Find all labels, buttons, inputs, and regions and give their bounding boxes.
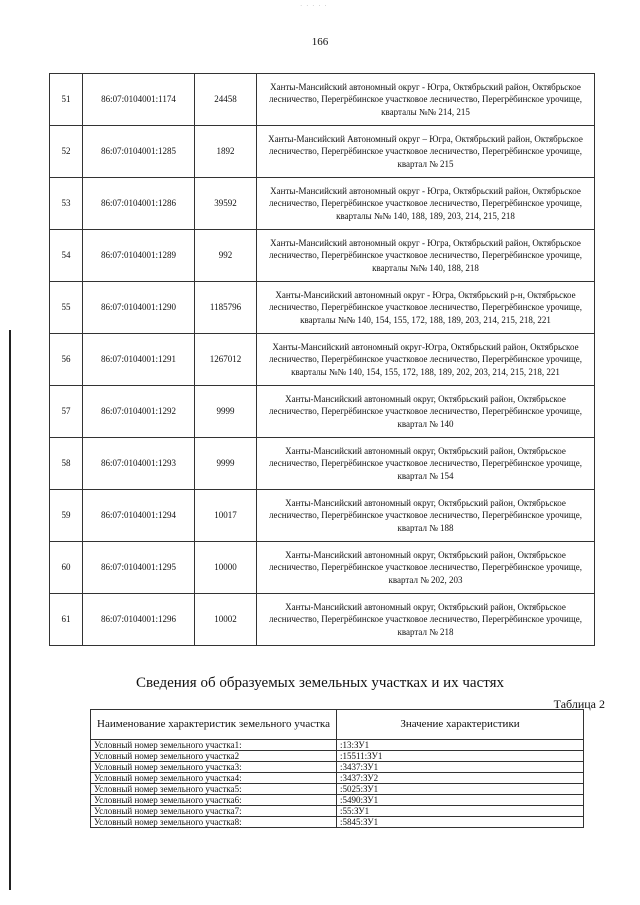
row-number-cell: 52 xyxy=(50,126,83,178)
characteristic-value-cell: :5490:ЗУ1 xyxy=(337,795,584,806)
row-number-cell: 57 xyxy=(50,386,83,438)
table-label: Таблица 2 xyxy=(553,697,605,711)
section-title: Сведения об образуемых земельных участках и их частях xyxy=(136,675,504,691)
cadastral-number-cell: 86:07:0104001:1290 xyxy=(83,282,195,334)
row-number-cell: 54 xyxy=(50,230,83,282)
table-row xyxy=(50,594,595,646)
characteristic-value-cell: :3437:ЗУ2 xyxy=(337,773,584,784)
row-number-cell: 61 xyxy=(50,594,83,646)
cadastral-number-cell: 86:07:0104001:1295 xyxy=(83,542,195,594)
characteristic-value-cell: :55:ЗУ1 xyxy=(337,806,584,817)
characteristics-table-body xyxy=(91,740,584,828)
location-cell: Ханты-Мансийский автономный округ - Югра, Октябрьский район, Октябрьское лесничество, Перегрёбинское участковое лесничество, Перегрёбинское урочище, кварталы №№ 140, 188, 218 xyxy=(257,230,595,282)
location-cell: Ханты-Мансийский автономный округ-Югра, Октябрьский район, Октябрьское лесничество, Перегрёбинское участковое лесничество, Перегрёбинское урочище, кварталы №№ 140, 154, 155, 172, 188, 189, 202, 203, 214, 215, 218, 221 xyxy=(257,334,595,386)
characteristic-value-cell: :5025:ЗУ1 xyxy=(337,784,584,795)
cadastral-number-cell: 86:07:0104001:1296 xyxy=(83,594,195,646)
table-row xyxy=(91,762,584,773)
area-cell: 1185796 xyxy=(195,282,257,334)
area-cell: 10002 xyxy=(195,594,257,646)
cadastral-number-cell: 86:07:0104001:1294 xyxy=(83,490,195,542)
table-row xyxy=(50,282,595,334)
table-row xyxy=(91,784,584,795)
row-number-cell: 60 xyxy=(50,542,83,594)
scan-margin-line xyxy=(9,330,11,890)
cadastral-number-cell: 86:07:0104001:1289 xyxy=(83,230,195,282)
location-cell: Ханты-Мансийский Автономный округ – Югра, Октябрьский район, Октябрьское лесничество, Перегрёбинское участковое лесничество, Перегрёбинское урочище, квартал № 215 xyxy=(257,126,595,178)
location-cell: Ханты-Мансийский автономный округ, Октябрьский район, Октябрьское лесничество, Перегрёбинское участковое лесничество, Перегрёбинское урочище, квартал № 202, 203 xyxy=(257,542,595,594)
characteristic-value-cell: :13:ЗУ1 xyxy=(337,740,584,751)
table-row xyxy=(50,490,595,542)
land-plots-table xyxy=(49,73,595,646)
characteristics-table xyxy=(90,709,584,828)
characteristic-name-cell: Условный номер земельного участка7: xyxy=(91,806,337,817)
location-cell: Ханты-Мансийский автономный округ, Октябрьский район, Октябрьское лесничество, Перегрёбинское участковое лесничество, Перегрёбинское урочище, квартал № 218 xyxy=(257,594,595,646)
cadastral-number-cell: 86:07:0104001:1292 xyxy=(83,386,195,438)
characteristic-name-cell: Условный номер земельного участка4: xyxy=(91,773,337,784)
area-cell: 1267012 xyxy=(195,334,257,386)
table-row xyxy=(50,126,595,178)
characteristic-name-cell: Условный номер земельного участка1: xyxy=(91,740,337,751)
row-number-cell: 59 xyxy=(50,490,83,542)
characteristic-value-cell: :3437:ЗУ1 xyxy=(337,762,584,773)
table-row xyxy=(91,817,584,828)
characteristic-name-cell: Условный номер земельного участка8: xyxy=(91,817,337,828)
location-cell: Ханты-Мансийский автономный округ - Югра, Октябрьский р-н, Октябрьское лесничество, Перегрёбинское участковое лесничество, Перегрёбинское урочище, кварталы №№ 140, 154, 155, 172, 188, 189, 203, 214, 215, 218, 221 xyxy=(257,282,595,334)
row-number-cell: 58 xyxy=(50,438,83,490)
location-cell: Ханты-Мансийский автономный округ, Октябрьский район, Октябрьское лесничество, Перегрёбинское участковое лесничество, Перегрёбинское урочище, квартал № 154 xyxy=(257,438,595,490)
area-cell: 1892 xyxy=(195,126,257,178)
area-cell: 992 xyxy=(195,230,257,282)
characteristic-name-cell: Условный номер земельного участка2 xyxy=(91,751,337,762)
area-cell: 24458 xyxy=(195,74,257,126)
page-number: 166 xyxy=(311,36,329,48)
characteristic-name-cell: Условный номер земельного участка3: xyxy=(91,762,337,773)
row-number-cell: 56 xyxy=(50,334,83,386)
table-row xyxy=(91,740,584,751)
characteristic-name-cell: Условный номер земельного участка5: xyxy=(91,784,337,795)
location-cell: Ханты-Мансийский автономный округ, Октябрьский район, Октябрьское лесничество, Перегрёбинское участковое лесничество, Перегрёбинское урочище, квартал № 140 xyxy=(257,386,595,438)
header-characteristic-value: Значение характеристики xyxy=(337,710,584,740)
row-number-cell: 51 xyxy=(50,74,83,126)
cadastral-number-cell: 86:07:0104001:1285 xyxy=(83,126,195,178)
land-plots-table-body xyxy=(50,74,595,646)
table-row xyxy=(91,751,584,762)
characteristic-name-cell: Условный номер земельного участка6: xyxy=(91,795,337,806)
area-cell: 9999 xyxy=(195,438,257,490)
table-row xyxy=(91,795,584,806)
cadastral-number-cell: 86:07:0104001:1293 xyxy=(83,438,195,490)
table-row xyxy=(50,74,595,126)
table-row xyxy=(50,178,595,230)
table-row xyxy=(50,438,595,490)
location-cell: Ханты-Мансийский автономный округ - Югра, Октябрьский район, Октябрьское лесничество, Перегрёбинское участковое лесничество, Перегрёбинское урочище, кварталы №№ 214, 215 xyxy=(257,74,595,126)
cadastral-number-cell: 86:07:0104001:1174 xyxy=(83,74,195,126)
table-header-row xyxy=(91,710,584,740)
area-cell: 9999 xyxy=(195,386,257,438)
scan-artifact: · · · · · xyxy=(300,2,328,10)
table-row xyxy=(91,806,584,817)
table-row xyxy=(50,334,595,386)
cadastral-number-cell: 86:07:0104001:1286 xyxy=(83,178,195,230)
location-cell: Ханты-Мансийский автономный округ - Югра, Октябрьский район, Октябрьское лесничество, Перегрёбинское участковое лесничество, Перегрёбинское урочище, кварталы №№ 140, 188, 189, 203, 214, 215, 218 xyxy=(257,178,595,230)
table-row xyxy=(50,386,595,438)
header-characteristic-name: Наименование характеристик земельного участка xyxy=(91,710,337,740)
location-cell: Ханты-Мансийский автономный округ, Октябрьский район, Октябрьское лесничество, Перегрёбинское участковое лесничество, Перегрёбинское урочище, квартал № 188 xyxy=(257,490,595,542)
table-row xyxy=(91,773,584,784)
area-cell: 10017 xyxy=(195,490,257,542)
characteristic-value-cell: :5845:ЗУ1 xyxy=(337,817,584,828)
area-cell: 10000 xyxy=(195,542,257,594)
characteristic-value-cell: :15511:ЗУ1 xyxy=(337,751,584,762)
table-row xyxy=(50,230,595,282)
area-cell: 39592 xyxy=(195,178,257,230)
table-row xyxy=(50,542,595,594)
cadastral-number-cell: 86:07:0104001:1291 xyxy=(83,334,195,386)
row-number-cell: 53 xyxy=(50,178,83,230)
row-number-cell: 55 xyxy=(50,282,83,334)
